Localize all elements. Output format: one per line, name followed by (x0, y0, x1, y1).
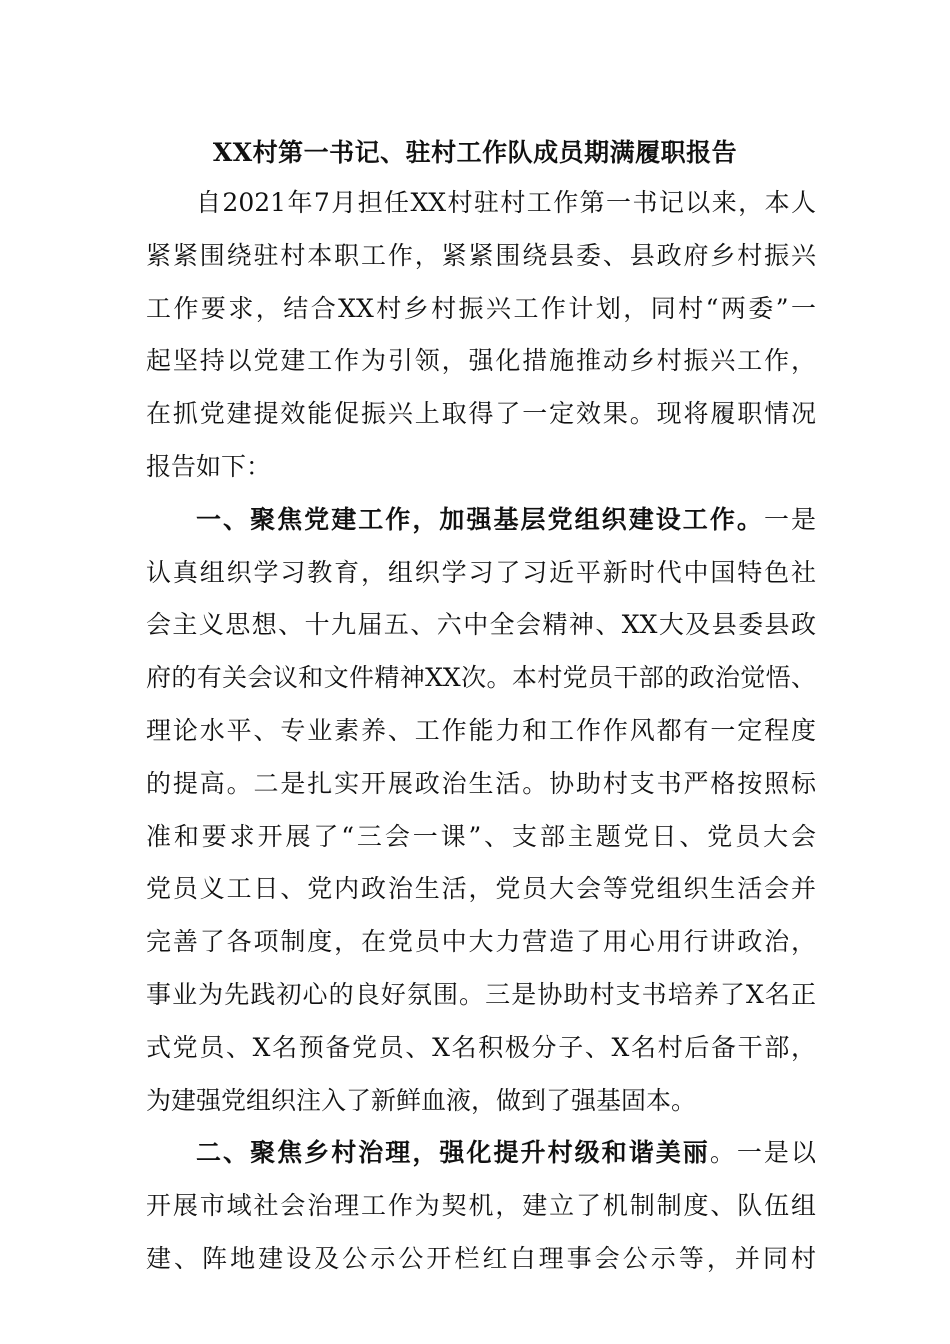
section-heading-line (146, 494, 816, 547)
section-heading-line (146, 1127, 816, 1180)
text-line: 理论水平、专业素养、工作能力和工作作风都有一定程度 (146, 715, 816, 745)
text-line: 认真组织学习教育，组织学习了习近平新时代中国特色社 (146, 557, 816, 587)
text-line: 紧紧围绕驻村本职工作，紧紧围绕县委、县政府乡村振兴 (146, 240, 816, 270)
text-line: 报告如下： (146, 451, 272, 481)
section-heading-2: 二、聚焦乡村治理，强化提升村级和谐美丽 (196, 1138, 710, 1168)
report-title: XX村第一书记、驻村工作队成员期满履职报告 (212, 138, 738, 167)
text-line: 建、阵地建设及公示公开栏红白理事会公示等，并同村 (146, 1243, 816, 1273)
text-line: 工作要求，结合XX村乡村振兴工作计划，同村“两委”一 (146, 293, 816, 323)
text-line: 完善了各项制度，在党员中大力营造了用心用行讲政治， (146, 927, 816, 957)
text-line: 准和要求开展了“三会一课”、支部主题党日、党员大会 (146, 821, 816, 851)
text-line: 为建强党组织注入了新鲜血液，做到了强基固本。 (146, 1085, 697, 1115)
text-line: 开展市域社会治理工作为契机，建立了机制制度、队伍组 (146, 1191, 816, 1221)
text-line: 事业为先践初心的良好氛围。三是协助村支书培养了X名正 (146, 979, 816, 1009)
text-line: 府的有关会议和文件精神XX次。本村党员干部的政治觉悟、 (146, 663, 816, 693)
report-body (146, 177, 816, 1286)
text-line: 会主义思想、十九届五、六中全会精神、XX大及县委县政 (146, 610, 816, 640)
text-line: 自2021年7月担任XX村驻村工作第一书记以来，本人 (196, 188, 816, 217)
text-line: 式党员、X名预备党员、X名积极分子、X名村后备干部， (146, 1032, 816, 1062)
text-line: 起坚持以党建工作为引领，强化措施推动乡村振兴工作， (146, 346, 816, 376)
section-heading-1: 一、聚焦党建工作，加强基层党组织建设工作。 (196, 504, 764, 534)
text-line: 的提高。二是扎实开展政治生活。协助村支书严格按照标 (146, 768, 816, 798)
text-line: 党员义工日、党内政治生活，党员大会等党组织生活会并 (146, 874, 816, 904)
heading-continuation: 。一是以 (709, 1138, 816, 1168)
text-line: 在抓党建提效能促振兴上取得了一定效果。现将履职情况 (146, 399, 816, 429)
heading-continuation: 一是 (763, 504, 816, 534)
